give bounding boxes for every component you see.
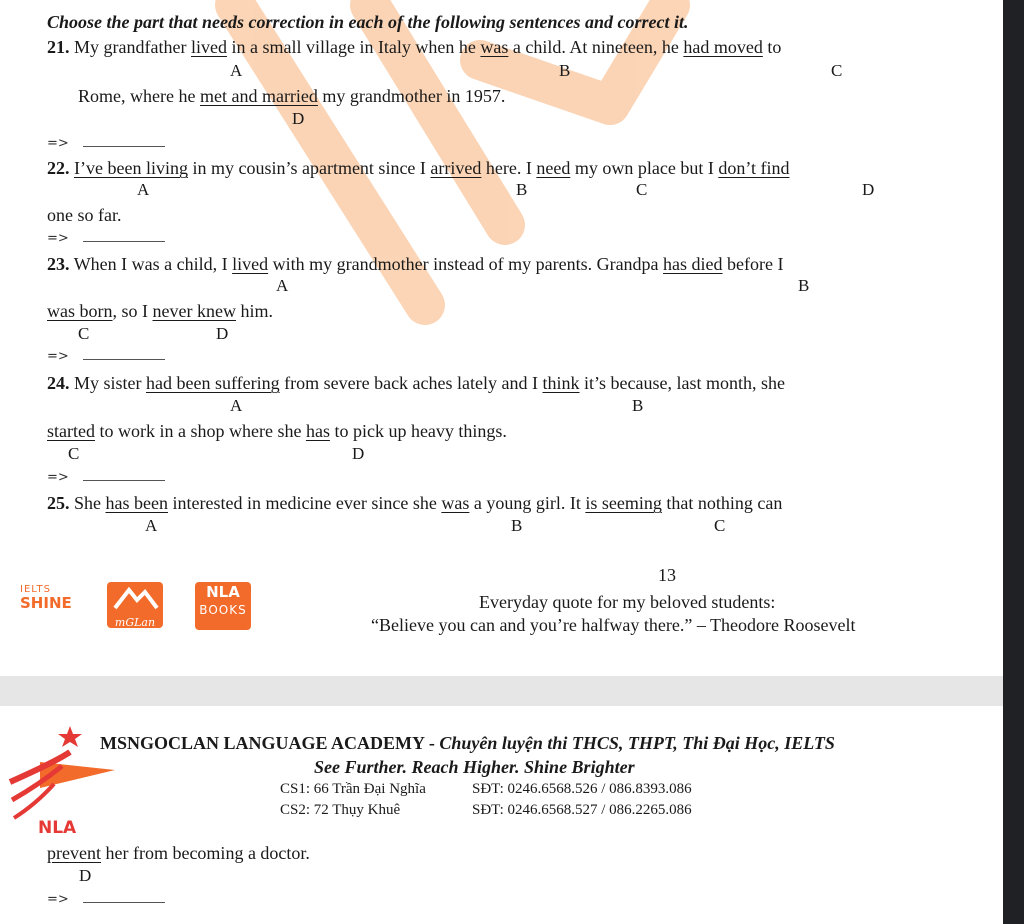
text: a child. At nineteen, he [508, 37, 684, 57]
campus-1-phone: SĐT: 0246.6568.526 / 086.8393.086 [472, 781, 692, 797]
option-a-text: lived [232, 254, 269, 274]
label-b: B [559, 61, 571, 80]
question-24-line1 [47, 373, 785, 393]
label-d: D [862, 180, 875, 199]
text: My sister [74, 373, 146, 393]
option-d-text: prevent [47, 843, 101, 863]
window-edge [1003, 0, 1024, 924]
text: that nothing can [661, 493, 783, 513]
text: from severe back aches lately and I [279, 373, 543, 393]
instructions-heading: Choose the part that needs correction in each of the following sentences and correct it. [47, 12, 689, 32]
text: her from becoming a doctor. [100, 843, 310, 863]
logo-text: IELTS [20, 584, 51, 595]
option-a-text: I’ve been living [74, 158, 188, 178]
campus-1-address: CS1: 66 Trần Đại Nghĩa [280, 781, 426, 797]
label-c: C [78, 324, 90, 343]
answer-arrow: => [47, 136, 69, 151]
logo-text: NLA [206, 583, 240, 601]
option-b-text: was [480, 37, 509, 57]
logo-text: SHINE [20, 594, 72, 612]
question-21-line2 [78, 86, 505, 106]
option-b-text: arrived [430, 158, 482, 178]
option-d-text: has [305, 421, 330, 441]
answer-arrow: => [47, 349, 69, 364]
question-number: 21. [47, 37, 70, 57]
text: it’s because, last month, she [579, 373, 785, 393]
text: in a small village in Italy when he [226, 37, 481, 57]
question-23-line2 [47, 301, 273, 321]
label-d: D [352, 444, 365, 463]
text: Rome, where he [78, 86, 200, 106]
quote-text: “Believe you can and you’re halfway there.” – Theodore Roosevelt [371, 615, 856, 635]
question-21-line1 [47, 37, 781, 57]
page-number: 13 [658, 565, 676, 585]
answer-line-23 [47, 347, 165, 365]
tagline: Chuyên luyện thi THCS, THPT, Thi Đại Học, IELTS [439, 733, 835, 753]
answer-arrow: => [47, 470, 69, 485]
question-22-line2: one so far. [47, 205, 122, 225]
question-number: 25. [47, 493, 70, 513]
question-number: 22. [47, 158, 70, 178]
option-d-text: met and married [199, 86, 318, 106]
label-d: D [292, 109, 305, 128]
answer-line-21 [47, 134, 165, 152]
answer-line-25 [47, 890, 165, 908]
option-b-text: was [441, 493, 470, 513]
answer-blank[interactable] [83, 892, 165, 903]
text: When I was a child, I [73, 254, 233, 274]
nla-books-logo [195, 582, 251, 630]
campus-2-phone: SĐT: 0246.6568.527 / 086.2265.086 [472, 802, 692, 818]
star-icon [58, 726, 82, 747]
label-c: C [714, 516, 726, 535]
text: She [74, 493, 106, 513]
text: My grandfather [74, 37, 191, 57]
answer-arrow: => [47, 231, 69, 246]
label-a: A [230, 61, 243, 80]
mountain-icon [107, 582, 163, 612]
label-d: D [79, 866, 92, 885]
option-a-text: had been suffering [146, 373, 280, 393]
text: to pick up heavy things. [329, 421, 507, 441]
ielts-shine-logo [20, 585, 76, 625]
mglan-logo [107, 582, 163, 628]
text: - [424, 733, 440, 753]
campus-2-address: CS2: 72 Thụy Khuê [280, 802, 401, 818]
option-c-text: is seeming [585, 493, 662, 513]
answer-blank[interactable] [83, 349, 165, 360]
label-a: A [145, 516, 158, 535]
text: with my grandmother instead of my parents. Grandpa [268, 254, 664, 274]
option-c-text: started [47, 421, 95, 441]
option-b-text: has died [663, 254, 723, 274]
question-24-line2 [47, 421, 507, 441]
text: to [762, 37, 782, 57]
option-c-text: was born [47, 301, 113, 321]
option-c-text: need [536, 158, 571, 178]
question-22-line1 [47, 158, 789, 178]
option-c-text: had moved [683, 37, 763, 57]
answer-blank[interactable] [83, 136, 165, 147]
nla-footer-text: NLA [38, 818, 77, 838]
question-23-line1 [47, 254, 784, 274]
text: him. [235, 301, 273, 321]
answer-blank[interactable] [83, 470, 165, 481]
question-number: 23. [47, 254, 70, 274]
text: , so I [112, 301, 153, 321]
option-d-text: never knew [152, 301, 236, 321]
academy-name: MSNGOCLAN LANGUAGE ACADEMY [100, 733, 425, 753]
text: in my cousin’s apartment since I [187, 158, 431, 178]
label-c: C [831, 61, 843, 80]
text: interested in medicine ever since she [167, 493, 442, 513]
text: my grandmother in 1957. [317, 86, 506, 106]
label-a: A [276, 276, 289, 295]
page-separator [0, 676, 1003, 706]
text: my own place but I [570, 158, 719, 178]
label-a: A [230, 396, 243, 415]
option-a-text: lived [190, 37, 227, 57]
answer-arrow: => [47, 892, 69, 907]
text: before I [722, 254, 784, 274]
label-c: C [636, 180, 648, 199]
label-a: A [137, 180, 150, 199]
text: to work in a shop where she [94, 421, 306, 441]
option-b-text: think [542, 373, 580, 393]
footer-slogan: See Further. Reach Higher. Shine Brighter [314, 757, 635, 777]
answer-line-22 [47, 229, 165, 247]
label-b: B [632, 396, 644, 415]
label-b: B [511, 516, 523, 535]
logo-text: mGLan [114, 616, 156, 628]
question-25-line2 [47, 843, 310, 863]
option-d-text: don’t find [718, 158, 790, 178]
quote-intro: Everyday quote for my beloved students: [479, 592, 776, 612]
answer-blank[interactable] [83, 231, 165, 242]
logo-text: BOOKS [199, 603, 247, 617]
label-c: C [68, 444, 80, 463]
text: here. I [481, 158, 537, 178]
text: a young girl. It [469, 493, 586, 513]
answer-line-24 [47, 468, 165, 486]
question-number: 24. [47, 373, 70, 393]
label-b: B [516, 180, 528, 199]
option-a-text: has been [105, 493, 168, 513]
question-25-line1 [47, 493, 782, 513]
label-b: B [798, 276, 810, 295]
label-d: D [216, 324, 229, 343]
footer-title [100, 733, 835, 754]
